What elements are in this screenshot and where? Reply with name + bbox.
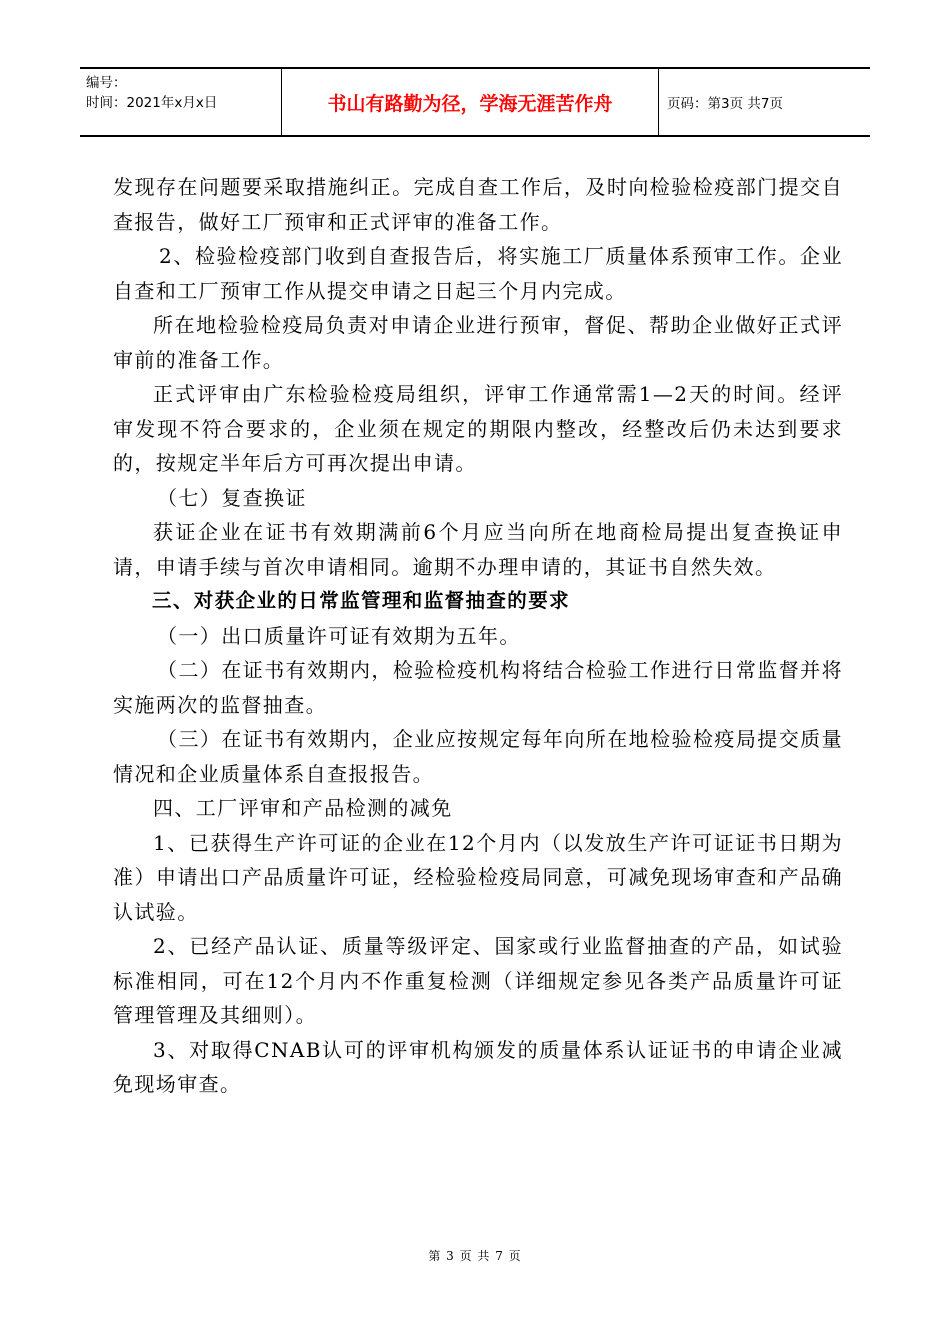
paragraph: （二）在证书有效期内，检验检疫机构将结合检验工作进行日常监督并将实施两次的监督抽查。 [113, 658, 843, 717]
header-meta [80, 69, 282, 135]
section-heading: （七）复查换证 [157, 485, 307, 510]
section-heading-bold: 三、对获企业的日常监管理和监督抽查的要求 [152, 589, 571, 612]
header-motto: 书山有路勤为径，学海无涯苦作舟 [282, 69, 659, 135]
paragraph: 所在地检验检疫局负责对申请企业进行预审，督促、帮助企业做好正式评审前的准备工作。 [113, 313, 843, 372]
paragraph: 3、对取得CNAB认可的评审机构颁发的质量体系认证证书的申请企业减免现场审查。 [113, 1037, 843, 1096]
page-footer: 第 3 页 共 7 页 [428, 1249, 522, 1263]
paragraph: 发现存在问题要采取措施纠正。完成自查工作后，及时向检验检疫部门提交自查报告，做好工厂预审和正式评审的准备工作。 [113, 175, 843, 234]
paragraph: （三）在证书有效期内，企业应按规定每年向所在地检验检疫局提交质量情况和企业质量体系自查报报告。 [113, 727, 843, 786]
paragraph: 正式评审由广东检验检疫局组织，评审工作通常需1—2天的时间。经评审发现不符合要求的，企业须在规定的期限内整改，经整改后仍未达到要求的，按规定半年后方可再次提出申请。 [113, 382, 843, 475]
paragraph: 2、已经产品认证、质量等级评定、国家或行业监督抽查的产品，如试验标准相同，可在12个月内不作重复检测（详细规定参见各类产品质量许可证管理管理及其细则）。 [113, 934, 843, 1027]
document-header [80, 67, 870, 137]
header-page-info: 页码：第3页 共7页 [667, 96, 783, 112]
paragraph: 2、检验检疫部门收到自查报告后，将实施工厂质量体系预审工作。企业自查和工厂预审工作从提交申请之日起三个月内完成。 [113, 244, 843, 303]
section-heading: 四、工厂评审和产品检测的减免 [153, 796, 453, 820]
paragraph: 获证企业在证书有效期满前6个月应当向所在地商检局提出复查换证申请，申请手续与首次申请相同。逾期不办理申请的，其证书自然失效。 [113, 520, 843, 579]
header-number: 编号： [86, 75, 127, 91]
document-body [113, 170, 843, 1102]
paragraph: （一）出口质量许可证有效期为五年。 [157, 623, 521, 648]
paragraph: 1、已获得生产许可证的企业在12个月内（以发放生产许可证证书日期为准）申请出口产品质量许可证，经检验检疫局同意，可减免现场审查和产品确认试验。 [113, 830, 843, 924]
header-date: 时间：2021年x月x日 [86, 95, 218, 111]
